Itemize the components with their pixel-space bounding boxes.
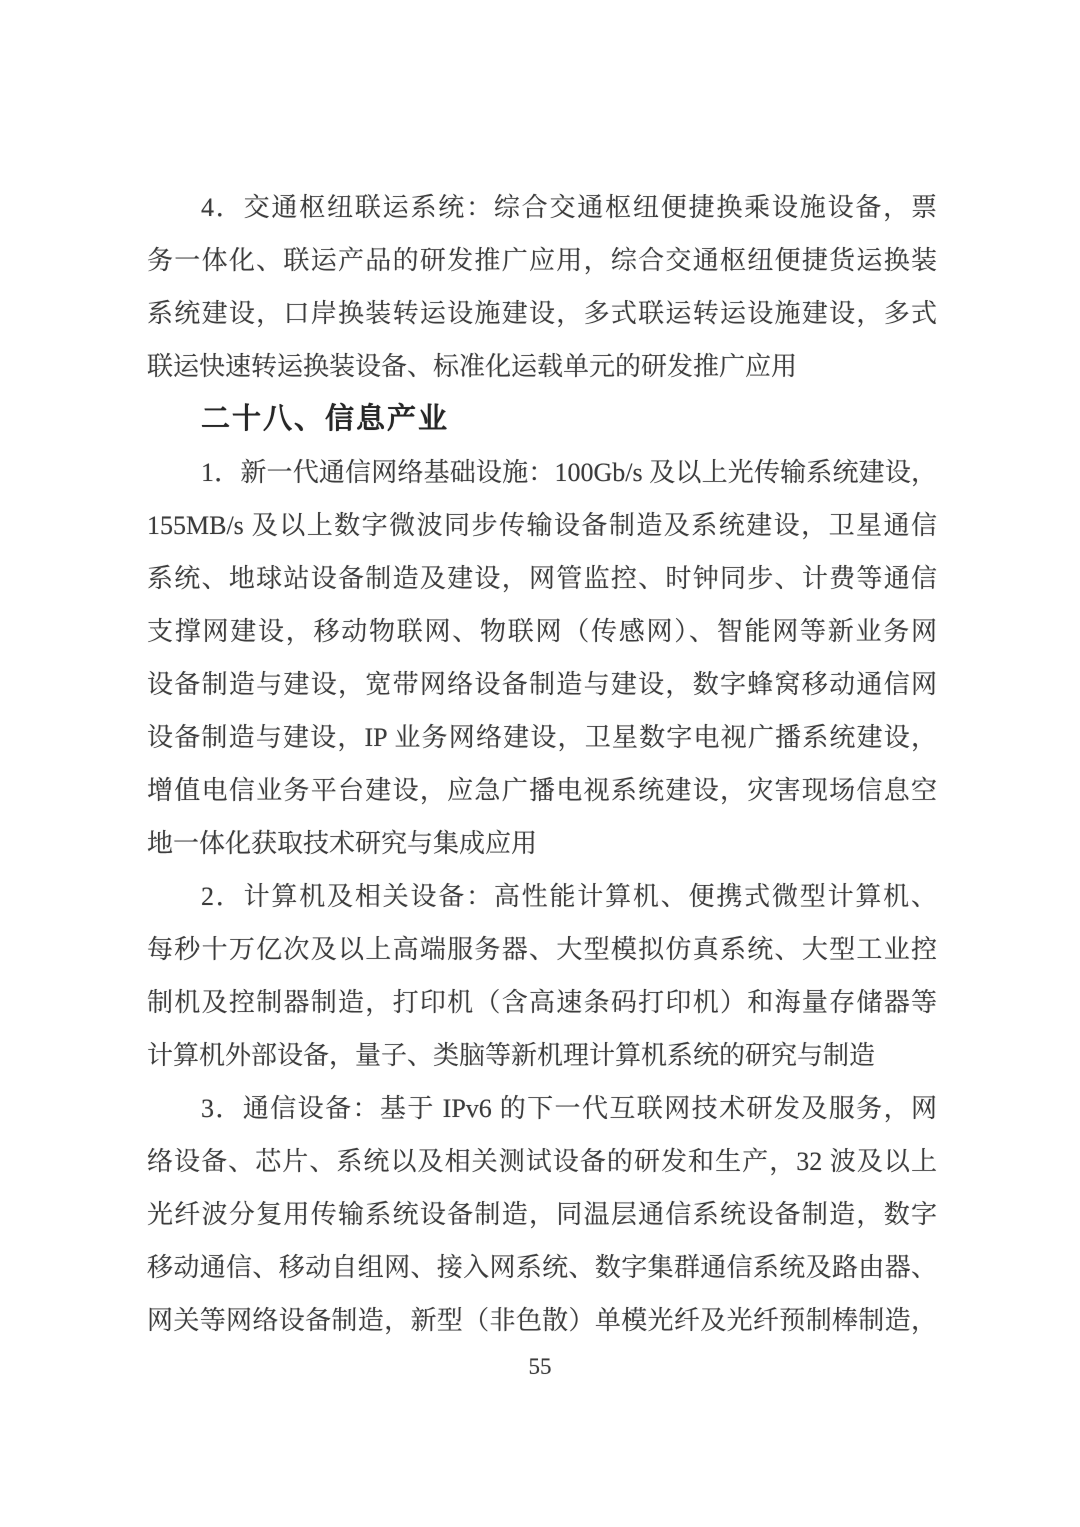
text-line: 设备制造与建设，宽带网络设备制造与建设，数字蜂窝移动通信网 xyxy=(147,670,937,699)
text-line: 网关等网络设备制造，新型（非色散）单模光纤及光纤预制棒制造， xyxy=(147,1306,937,1335)
text-line: 务一体化、联运产品的研发推广应用，综合交通枢纽便捷货运换装 xyxy=(147,246,937,275)
text-line: 每秒十万亿次及以上高端服务器、大型模拟仿真系统、大型工业控 xyxy=(147,935,937,964)
text-line: 1．新一代通信网络基础设施：100Gb/s 及以上光传输系统建设， xyxy=(201,458,937,487)
text-line: 系统建设，口岸换装转运设施建设，多式联运转运设施建设，多式 xyxy=(147,299,937,328)
text-line: 设备制造与建设，IP 业务网络建设，卫星数字电视广播系统建设， xyxy=(147,723,937,752)
text-line: 联运快速转运换装设备、标准化运载单元的研发推广应用 xyxy=(147,352,798,381)
text-line: 155MB/s 及以上数字微波同步传输设备制造及系统建设，卫星通信 xyxy=(147,511,937,540)
text-line: 系统、地球站设备制造及建设，网管监控、时钟同步、计费等通信 xyxy=(147,564,937,593)
text-line: 络设备、芯片、系统以及相关测试设备的研发和生产，32 波及以上 xyxy=(147,1147,937,1176)
text-line: 计算机外部设备，量子、类脑等新机理计算机系统的研究与制造 xyxy=(147,1041,876,1070)
text-line: 光纤波分复用传输系统设备制造，同温层通信系统设备制造，数字 xyxy=(147,1200,937,1229)
text-line: 2．计算机及相关设备：高性能计算机、便携式微型计算机、 xyxy=(201,882,937,911)
text-line: 移动通信、移动自组网、接入网系统、数字集群通信系统及路由器、 xyxy=(147,1253,937,1282)
page-number: 55 xyxy=(528,1354,552,1379)
section-heading: 二十八、信息产业 xyxy=(201,403,450,435)
text-line: 支撑网建设，移动物联网、物联网（传感网）、智能网等新业务网 xyxy=(147,617,937,646)
text-block xyxy=(147,181,937,1347)
text-line: 3．通信设备：基于 IPv6 的下一代互联网技术研发及服务，网 xyxy=(201,1094,937,1123)
text-line: 制机及控制器制造，打印机（含高速条码打印机）和海量存储器等 xyxy=(147,988,937,1017)
text-line: 增值电信业务平台建设，应急广播电视系统建设，灾害现场信息空 xyxy=(147,776,937,805)
text-line: 地一体化获取技术研究与集成应用 xyxy=(147,829,538,858)
text-line: 4．交通枢纽联运系统：综合交通枢纽便捷换乘设施设备，票 xyxy=(201,193,937,222)
